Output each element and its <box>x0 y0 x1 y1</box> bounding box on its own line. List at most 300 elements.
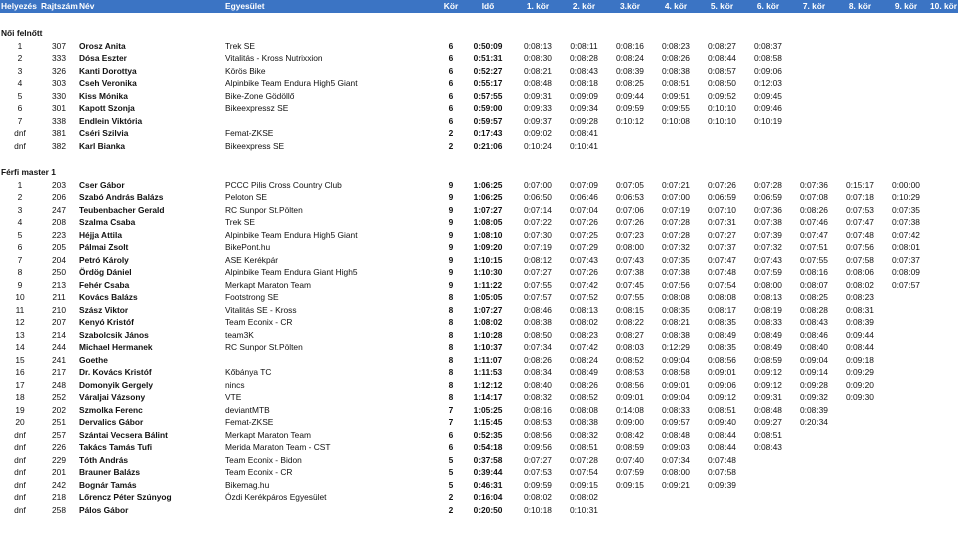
lap-time-cell: 0:07:57 <box>892 279 920 290</box>
lap-time-cell: 0:14:08 <box>616 404 644 415</box>
lap-time-cell: 0:10:41 <box>570 140 598 151</box>
lap-time-cell: 0:08:38 <box>662 329 690 340</box>
position-cell: 3 <box>17 65 23 76</box>
lap-time-cell: 0:07:38 <box>754 217 782 227</box>
lap-time-cell <box>929 329 958 342</box>
lap-time-cell: 0:08:24 <box>616 53 644 63</box>
position-cell: 17 <box>15 379 25 390</box>
lap-time-cell: 0:09:15 <box>616 479 644 490</box>
lap-time-cell: 0:08:50 <box>524 329 552 340</box>
lap-time-cell: 0:08:26 <box>800 204 828 215</box>
lap-time-cell: 0:09:21 <box>662 479 690 490</box>
lap-time-cell <box>929 341 958 354</box>
lap-time-cell <box>929 479 958 492</box>
result-row <box>0 241 958 254</box>
lap-time-cell <box>791 40 837 53</box>
lap-time-cell <box>929 454 958 467</box>
lap-time-cell <box>607 127 653 140</box>
position-cell: dnf <box>14 504 26 515</box>
lap-time-cell: 0:12:29 <box>662 342 690 352</box>
lap-time-cell <box>929 191 958 204</box>
result-row <box>0 341 958 354</box>
position-cell: 4 <box>17 217 23 227</box>
lap-time-cell: 0:08:15 <box>616 304 644 315</box>
lap-time-cell: 0:08:56 <box>524 429 552 440</box>
lap-time-cell: 0:07:43 <box>616 254 644 265</box>
name-cell: Lőrencz Péter Szúnyog <box>79 492 172 502</box>
lap-time-cell <box>883 404 929 417</box>
total-time-cell: 1:10:37 <box>473 342 503 352</box>
lap-time-cell <box>929 279 958 292</box>
laps-cell: 8 <box>448 367 454 377</box>
club-cell <box>224 115 441 128</box>
lap-time-cell <box>929 90 958 103</box>
lap-time-cell <box>929 65 958 78</box>
lap-time-cell: 0:08:51 <box>708 404 736 415</box>
total-time-cell: 1:08:10 <box>473 229 503 240</box>
bib-cell: 203 <box>52 179 66 190</box>
laps-cell: 8 <box>448 354 454 365</box>
lap-time-cell <box>745 454 791 467</box>
laps-cell: 8 <box>448 304 454 315</box>
lap-time-cell: 0:09:46 <box>754 103 782 113</box>
laps-cell: 9 <box>448 192 454 202</box>
position-cell: 14 <box>15 342 25 352</box>
club-cell: Bike-Zone Gödöllő <box>225 90 295 101</box>
spacer-cell <box>0 13 958 26</box>
total-time-cell: 1:05:25 <box>473 404 503 415</box>
lap-time-cell <box>883 77 929 90</box>
lap-time-cell: 0:08:42 <box>616 429 644 440</box>
lap-time-cell <box>883 341 929 354</box>
bib-cell: 208 <box>52 217 66 227</box>
total-time-cell: 1:07:27 <box>473 304 503 315</box>
lap-time-cell: 0:08:32 <box>524 392 552 402</box>
bib-cell: 330 <box>52 90 66 101</box>
lap-time-cell: 0:08:25 <box>616 78 644 88</box>
total-time-cell: 0:55:17 <box>473 78 503 88</box>
header-cell: 7. kör <box>791 0 837 13</box>
name-cell: Bognár Tamás <box>79 479 137 490</box>
lap-time-cell <box>929 316 958 329</box>
lap-time-cell: 0:09:34 <box>570 103 598 113</box>
lap-time-cell: 0:09:04 <box>800 354 828 365</box>
lap-time-cell: 0:08:13 <box>754 292 782 302</box>
lap-time-cell: 0:07:04 <box>570 204 598 215</box>
result-row <box>0 291 958 304</box>
position-cell: 15 <box>15 354 25 365</box>
position-cell: dnf <box>14 467 26 477</box>
lap-time-cell: 0:10:10 <box>708 103 736 113</box>
lap-time-cell <box>791 90 837 103</box>
name-cell: Szász Viktor <box>79 304 129 315</box>
lap-time-cell: 0:07:27 <box>524 454 552 465</box>
position-cell: 20 <box>15 417 25 427</box>
lap-time-cell: 0:07:52 <box>570 292 598 302</box>
lap-time-cell: 0:06:59 <box>708 192 736 202</box>
lap-time-cell <box>837 140 883 153</box>
lap-time-cell: 0:07:40 <box>616 454 644 465</box>
laps-cell: 6 <box>448 65 454 76</box>
lap-time-cell <box>745 504 791 517</box>
position-cell: 9 <box>17 279 23 290</box>
lap-time-cell <box>883 366 929 379</box>
name-cell: Kapott Szonja <box>79 103 135 113</box>
result-row <box>0 179 958 192</box>
total-time-cell: 1:11:22 <box>473 279 503 290</box>
lap-time-cell: 0:08:58 <box>662 367 690 377</box>
lap-time-cell: 0:09:27 <box>754 417 782 427</box>
lap-time-cell <box>745 140 791 153</box>
lap-time-cell: 0:08:01 <box>892 242 920 252</box>
section-title-row <box>0 26 958 40</box>
lap-time-cell: 0:09:44 <box>616 90 644 101</box>
bib-cell: 257 <box>52 429 66 440</box>
lap-time-cell <box>929 354 958 367</box>
result-row <box>0 454 958 467</box>
lap-time-cell: 0:09:57 <box>662 417 690 427</box>
lap-time-cell <box>929 304 958 317</box>
bib-cell: 244 <box>52 342 66 352</box>
lap-time-cell <box>929 491 958 504</box>
lap-time-cell: 0:07:38 <box>616 267 644 277</box>
lap-time-cell: 0:08:13 <box>570 304 598 315</box>
result-row <box>0 416 958 429</box>
bib-cell: 333 <box>52 53 66 63</box>
club-cell: Bikeexpressz SE <box>225 103 289 113</box>
lap-time-cell: 0:07:19 <box>662 204 690 215</box>
lap-time-cell: 0:07:43 <box>570 254 598 265</box>
bib-cell: 226 <box>52 442 66 452</box>
lap-time-cell <box>607 504 653 517</box>
lap-time-cell <box>699 127 745 140</box>
lap-time-cell: 0:08:08 <box>570 404 598 415</box>
lap-time-cell: 0:08:31 <box>846 304 874 315</box>
lap-time-cell: 0:08:56 <box>616 379 644 390</box>
bib-cell: 307 <box>52 40 66 51</box>
lap-time-cell <box>883 52 929 65</box>
club-cell: Vitalitás - Kross Nutrixxion <box>225 53 323 63</box>
lap-time-cell: 0:08:39 <box>846 317 874 327</box>
name-cell: Fehér Csaba <box>79 279 130 290</box>
lap-time-cell: 0:08:50 <box>708 78 736 88</box>
club-cell: VTE <box>225 392 242 402</box>
lap-time-cell: 0:08:19 <box>754 304 782 315</box>
bib-cell: 223 <box>52 229 66 240</box>
lap-time-cell: 0:08:58 <box>754 53 782 63</box>
laps-cell: 6 <box>448 442 454 452</box>
bib-cell: 214 <box>52 329 66 340</box>
lap-time-cell: 0:08:32 <box>570 429 598 440</box>
result-row <box>0 254 958 267</box>
spacer-cell <box>0 152 958 165</box>
lap-time-cell: 0:08:52 <box>616 354 644 365</box>
result-row <box>0 127 958 140</box>
lap-time-cell: 0:07:25 <box>570 229 598 240</box>
lap-time-cell <box>837 491 883 504</box>
lap-time-cell: 0:09:04 <box>662 392 690 402</box>
laps-cell: 6 <box>448 103 454 113</box>
result-row <box>0 40 958 53</box>
lap-time-cell: 0:07:10 <box>708 204 736 215</box>
lap-time-cell: 0:08:08 <box>708 292 736 302</box>
lap-time-cell: 0:08:39 <box>800 404 828 415</box>
laps-cell: 5 <box>448 467 454 477</box>
position-cell: 6 <box>17 242 23 252</box>
lap-time-cell <box>929 77 958 90</box>
lap-time-cell: 0:07:51 <box>800 242 828 252</box>
laps-cell: 8 <box>448 329 454 340</box>
lap-time-cell: 0:07:00 <box>662 192 690 202</box>
result-row <box>0 466 958 479</box>
lap-time-cell: 0:07:53 <box>846 204 874 215</box>
total-time-cell: 0:51:31 <box>473 53 503 63</box>
lap-time-cell: 0:07:55 <box>800 254 828 265</box>
lap-time-cell: 0:08:48 <box>754 404 782 415</box>
lap-time-cell <box>837 404 883 417</box>
lap-time-cell: 0:07:32 <box>754 242 782 252</box>
lap-time-cell <box>837 77 883 90</box>
position-cell: 12 <box>15 317 25 327</box>
lap-time-cell: 0:09:29 <box>846 367 874 377</box>
lap-time-cell: 0:07:45 <box>616 279 644 290</box>
lap-time-cell: 0:09:33 <box>524 103 552 113</box>
name-cell: Brauner Balázs <box>79 467 140 477</box>
total-time-cell: 1:10:28 <box>473 329 503 340</box>
lap-time-cell <box>929 229 958 242</box>
lap-time-cell: 0:07:22 <box>524 217 552 227</box>
name-cell: Dr. Kovács Kristóf <box>79 367 152 377</box>
lap-time-cell: 0:08:46 <box>524 304 552 315</box>
result-row <box>0 115 958 128</box>
lap-time-cell: 0:08:48 <box>524 78 552 88</box>
header-cell: Helyezés <box>0 0 40 13</box>
lap-time-cell <box>929 216 958 229</box>
lap-time-cell: 0:08:27 <box>708 40 736 51</box>
lap-time-cell: 0:10:12 <box>616 115 644 126</box>
lap-time-cell <box>791 429 837 442</box>
bib-cell: 326 <box>52 65 66 76</box>
position-cell: 19 <box>15 404 25 415</box>
lap-time-cell: 0:15:17 <box>846 179 874 190</box>
total-time-cell: 0:37:58 <box>473 454 503 465</box>
laps-cell: 6 <box>448 115 454 126</box>
lap-time-cell <box>837 52 883 65</box>
lap-time-cell <box>699 504 745 517</box>
lap-time-cell: 0:08:21 <box>524 65 552 76</box>
lap-time-cell: 0:07:35 <box>662 254 690 265</box>
result-row <box>0 52 958 65</box>
lap-time-cell <box>929 366 958 379</box>
laps-cell: 2 <box>448 128 454 138</box>
lap-time-cell: 0:07:48 <box>846 229 874 240</box>
name-cell: Kenyó Kristóf <box>79 317 134 327</box>
lap-time-cell: 0:09:32 <box>800 392 828 402</box>
lap-time-cell: 0:08:03 <box>616 342 644 352</box>
lap-time-cell <box>837 115 883 128</box>
bib-cell: 247 <box>52 204 66 215</box>
laps-cell: 9 <box>448 229 454 240</box>
lap-time-cell: 0:09:12 <box>754 367 782 377</box>
result-row <box>0 329 958 342</box>
lap-time-cell: 0:07:36 <box>754 204 782 215</box>
total-time-cell: 1:06:25 <box>473 179 503 190</box>
lap-time-cell: 0:07:26 <box>708 179 736 190</box>
total-time-cell: 0:59:00 <box>473 103 503 113</box>
position-cell: dnf <box>14 442 26 452</box>
lap-time-cell <box>929 416 958 429</box>
lap-time-cell: 0:08:35 <box>662 304 690 315</box>
bib-cell: 207 <box>52 317 66 327</box>
bib-cell: 248 <box>52 379 66 390</box>
header-cell: 8. kör <box>837 0 883 13</box>
laps-cell: 5 <box>448 454 454 465</box>
lap-time-cell <box>883 479 929 492</box>
result-row <box>0 304 958 317</box>
total-time-cell: 0:57:55 <box>473 90 503 101</box>
lap-time-cell: 0:07:58 <box>708 467 736 477</box>
lap-time-cell: 0:08:51 <box>754 429 782 440</box>
laps-cell: 6 <box>448 90 454 101</box>
lap-time-cell <box>929 52 958 65</box>
result-row <box>0 379 958 392</box>
result-row <box>0 316 958 329</box>
lap-time-cell: 0:09:40 <box>708 417 736 427</box>
laps-cell: 9 <box>448 254 454 265</box>
bib-cell: 210 <box>52 304 66 315</box>
laps-cell: 8 <box>448 317 454 327</box>
lap-time-cell <box>745 479 791 492</box>
bib-cell: 303 <box>52 78 66 88</box>
position-cell: 6 <box>17 103 23 113</box>
lap-time-cell: 0:07:08 <box>800 192 828 202</box>
lap-time-cell <box>883 441 929 454</box>
lap-time-cell: 0:08:35 <box>708 342 736 352</box>
header-cell: 6. kör <box>745 0 791 13</box>
total-time-cell: 0:50:09 <box>473 40 503 51</box>
lap-time-cell: 0:08:49 <box>754 329 782 340</box>
lap-time-cell <box>929 241 958 254</box>
club-cell: PCCC Pilis Cross Country Club <box>225 179 342 190</box>
lap-time-cell <box>653 491 699 504</box>
lap-time-cell: 0:08:02 <box>570 317 598 327</box>
laps-cell: 8 <box>448 342 454 352</box>
result-row <box>0 102 958 115</box>
lap-time-cell: 0:00:00 <box>892 179 920 190</box>
lap-time-cell: 0:07:38 <box>892 217 920 227</box>
laps-cell: 6 <box>448 53 454 63</box>
laps-cell: 9 <box>448 204 454 215</box>
name-cell: Héjja Attila <box>79 229 122 240</box>
club-cell: Bikeexpress SE <box>225 140 285 151</box>
lap-time-cell: 0:07:42 <box>892 229 920 240</box>
club-cell: Footstrong SE <box>225 292 279 302</box>
lap-time-cell: 0:09:52 <box>708 90 736 101</box>
lap-time-cell: 0:12:03 <box>754 78 782 88</box>
club-cell: Merkapt Maraton Team <box>225 279 311 290</box>
lap-time-cell: 0:08:38 <box>662 65 690 76</box>
lap-time-cell <box>883 454 929 467</box>
result-row <box>0 204 958 217</box>
total-time-cell: 0:46:31 <box>473 479 503 490</box>
lap-time-cell <box>883 491 929 504</box>
name-cell: Teubenbacher Gerald <box>79 204 165 215</box>
total-time-cell: 1:07:27 <box>473 204 503 215</box>
position-cell: 4 <box>17 78 23 88</box>
header-cell: Idő <box>461 0 515 13</box>
club-cell: Alpinbike Team Endura Giant High5 <box>225 267 358 277</box>
lap-time-cell <box>745 127 791 140</box>
lap-time-cell: 0:08:41 <box>570 128 598 138</box>
lap-time-cell: 0:08:38 <box>524 317 552 327</box>
lap-time-cell <box>745 491 791 504</box>
result-row <box>0 279 958 292</box>
bib-cell: 338 <box>52 115 66 126</box>
lap-time-cell: 0:09:12 <box>708 392 736 402</box>
header-cell: 9. kör <box>883 0 929 13</box>
header-cell: Kör <box>441 0 461 13</box>
laps-cell: 9 <box>448 179 454 190</box>
lap-time-cell: 0:07:32 <box>662 242 690 252</box>
lap-time-cell <box>883 466 929 479</box>
lap-time-cell: 0:09:06 <box>754 65 782 76</box>
result-row <box>0 266 958 279</box>
lap-time-cell <box>837 479 883 492</box>
lap-time-cell <box>883 65 929 78</box>
lap-time-cell: 0:07:29 <box>570 242 598 252</box>
lap-time-cell <box>883 115 929 128</box>
position-cell: 11 <box>15 304 25 315</box>
laps-cell: 2 <box>448 140 454 151</box>
lap-time-cell: 0:08:52 <box>570 392 598 402</box>
lap-time-cell: 0:06:50 <box>524 192 552 202</box>
lap-time-cell: 0:07:26 <box>570 267 598 277</box>
lap-time-cell: 0:08:16 <box>524 404 552 415</box>
laps-cell: 2 <box>448 504 454 515</box>
lap-time-cell: 0:08:51 <box>570 442 598 452</box>
bib-cell: 382 <box>52 140 66 151</box>
lap-time-cell: 0:07:59 <box>616 467 644 477</box>
total-time-cell: 0:16:04 <box>473 492 503 502</box>
lap-time-cell: 0:07:05 <box>616 179 644 190</box>
name-cell: Pálmai Zsolt <box>79 242 129 252</box>
lap-time-cell: 0:08:37 <box>754 40 782 51</box>
lap-time-cell: 0:07:42 <box>570 279 598 290</box>
lap-time-cell: 0:08:35 <box>708 317 736 327</box>
lap-time-cell <box>929 40 958 53</box>
position-cell: 8 <box>17 267 23 277</box>
lap-time-cell: 0:07:57 <box>524 292 552 302</box>
laps-cell: 7 <box>448 404 454 415</box>
lap-time-cell <box>883 102 929 115</box>
header-cell: 4. kör <box>653 0 699 13</box>
name-cell: Michael Hermanek <box>79 342 153 352</box>
lap-time-cell <box>929 102 958 115</box>
lap-time-cell <box>791 102 837 115</box>
result-row <box>0 77 958 90</box>
total-time-cell: 0:20:50 <box>473 504 503 515</box>
lap-time-cell <box>791 65 837 78</box>
result-row <box>0 90 958 103</box>
lap-time-cell: 0:07:27 <box>524 267 552 277</box>
lap-time-cell <box>653 504 699 517</box>
laps-cell: 6 <box>448 40 454 51</box>
lap-time-cell: 0:08:16 <box>616 40 644 51</box>
lap-time-cell: 0:08:13 <box>524 40 552 51</box>
bib-cell: 201 <box>52 467 66 477</box>
bib-cell: 229 <box>52 454 66 465</box>
lap-time-cell: 0:10:18 <box>524 504 552 515</box>
